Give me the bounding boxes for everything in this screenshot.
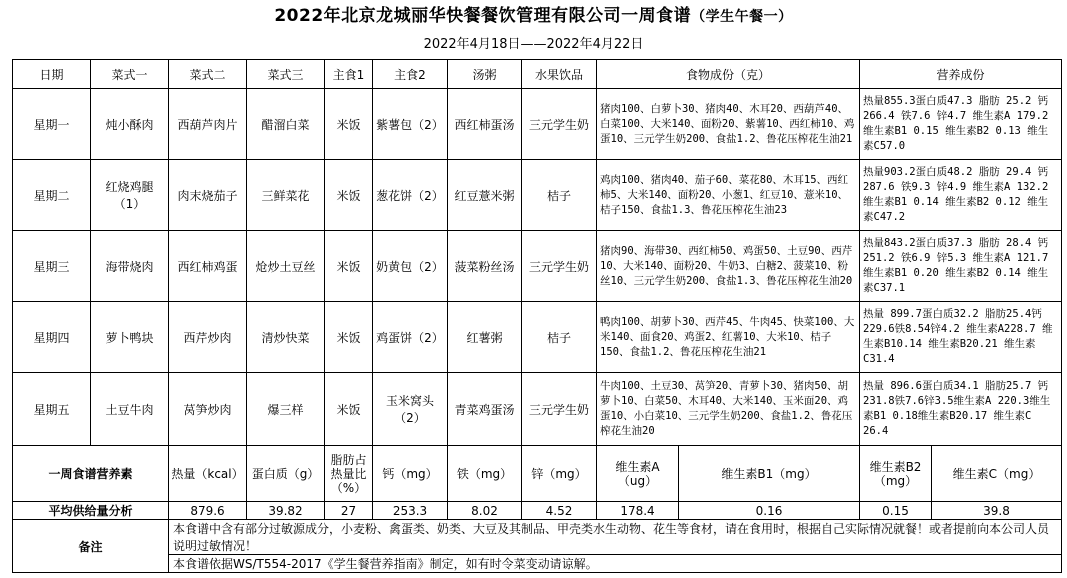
weekly-value-fat-ratio: 27 (325, 502, 373, 520)
day-label: 星期五 (13, 373, 91, 446)
staple2-cell: 紫薯包（2） (373, 89, 448, 160)
weekly-header-energy: 热量（kcal） (169, 446, 247, 502)
notes-allergen-text: 本食谱中含有部分过敏源成分，小麦粉、禽蛋类、奶类、大豆及其制品、甲壳类水生动物、花生等食材，请在食用时，根据自己实际情况就餐！或者提前向本公司人员说明过敏情况！ (169, 520, 1062, 555)
title-main: 2022年北京龙城丽华快餐餐饮管理有限公司一周食谱 (274, 6, 692, 26)
staple1-cell: 米饭 (325, 89, 373, 160)
staple2-cell: 鸡蛋饼（2） (373, 302, 448, 373)
weekly-header-vitamin-b1: 维生素B1（mg） (679, 446, 860, 502)
nutrition-cell: 热量843.2蛋白质37.3 脂肪 28.4 钙251.2 铁6.9 锌5.3 维生素A 121.7维生素B1 0.20 维生素B2 0.14 维生素C37.1 (860, 231, 1062, 302)
dish2-cell: 西芹炒肉 (169, 302, 247, 373)
day-label: 星期三 (13, 231, 91, 302)
table-row (13, 302, 1062, 373)
header-soup: 汤粥 (448, 60, 522, 89)
weekly-header-vitamin-a: 维生素A（ug） (597, 446, 679, 502)
header-dish1: 菜式一 (91, 60, 169, 89)
fruit-cell: 桔子 (522, 302, 597, 373)
fruit-cell: 三元学生奶 (522, 231, 597, 302)
staple1-cell: 米饭 (325, 231, 373, 302)
dish3-cell: 清炒快菜 (247, 302, 325, 373)
weekly-value-protein: 39.82 (247, 502, 325, 520)
header-staple1: 主食1 (325, 60, 373, 89)
avg-supply-label: 平均供给量分析 (13, 502, 169, 520)
dish2-cell: 西红柿鸡蛋 (169, 231, 247, 302)
date-range: 2022年4月18日——2022年4月22日 (423, 37, 644, 52)
weekly-value-calcium: 253.3 (373, 502, 448, 520)
weekly-header-fat-ratio: 脂肪占热量比（%） (325, 446, 373, 502)
notes-basis-text: 本食谱依据WS/T554-2017《学生餐营养指南》制定，如有时令菜变动请谅解。 (169, 555, 1062, 573)
staple2-cell: 葱花饼（2） (373, 160, 448, 231)
day-label: 星期二 (13, 160, 91, 231)
weekly-header-calcium: 钙（mg） (373, 446, 448, 502)
weekly-value-iron: 8.02 (448, 502, 522, 520)
weekly-value-vitamin-b1: 0.16 (679, 502, 860, 520)
fruit-cell: 三元学生奶 (522, 373, 597, 446)
dish2-cell: 肉末烧茄子 (169, 160, 247, 231)
header-dish3: 菜式三 (247, 60, 325, 89)
header-ingredients: 食物成份（克） (597, 60, 860, 89)
weekly-nutrients-label: 一周食谱营养素 (13, 446, 169, 502)
header-dish2: 菜式二 (169, 60, 247, 89)
staple1-cell: 米饭 (325, 302, 373, 373)
weekly-value-vitamin-b2: 0.15 (860, 502, 932, 520)
dish1-cell: 土豆牛肉 (91, 373, 169, 446)
weekly-header-vitamin-b2: 维生素B2（mg） (860, 446, 932, 502)
fruit-cell: 桔子 (522, 160, 597, 231)
dish2-cell: 莴笋炒肉 (169, 373, 247, 446)
table-row (13, 373, 1062, 446)
title-sub: （学生午餐一） (691, 9, 793, 25)
ingredients-cell: 鸡肉100、猪肉40、茄子60、菜花80、木耳15、西红柿5、大米140、面粉20、小葱1、红豆10、薏米10、桔子150、食盐1.3、鲁花压榨花生油23 (597, 160, 860, 231)
weekly-header-iron: 铁（mg） (448, 446, 522, 502)
dish3-cell: 爆三样 (247, 373, 325, 446)
table-row (13, 89, 1062, 160)
staple1-cell: 米饭 (325, 160, 373, 231)
soup-cell: 青菜鸡蛋汤 (448, 373, 522, 446)
staple2-cell: 玉米窝头（2） (373, 373, 448, 446)
header-fruit: 水果饮品 (522, 60, 597, 89)
dish1-cell: 海带烧肉 (91, 231, 169, 302)
fruit-cell: 三元学生奶 (522, 89, 597, 160)
dish3-cell: 三鲜菜花 (247, 160, 325, 231)
dish1-cell: 红烧鸡腿（1） (91, 160, 169, 231)
nutrition-cell: 热量 896.6蛋白质34.1 脂肪25.7 钙231.8铁7.6锌3.5维生素A 220.3维生素B1 0.18维生素B20.17 维生素C 26.4 (860, 373, 1062, 446)
weekly-values-row (13, 502, 1062, 520)
table-row (13, 160, 1062, 231)
day-label: 星期一 (13, 89, 91, 160)
soup-cell: 菠菜粉丝汤 (448, 231, 522, 302)
dish1-cell: 炖小酥肉 (91, 89, 169, 160)
notes-row-2 (13, 555, 1062, 573)
weekly-header-vitamin-c: 维生素C（mg） (932, 446, 1062, 502)
header-row (13, 60, 1062, 89)
dish2-cell: 西葫芦肉片 (169, 89, 247, 160)
ingredients-cell: 鸭肉100、胡萝卜30、西芹45、牛肉45、快菜100、大米140、面食20、鸡蛋2、红薯10、大米10、桔子150、食盐1.2、鲁花压榨花生油21 (597, 302, 860, 373)
notes-row (13, 520, 1062, 555)
weekly-header-zinc: 锌（mg） (522, 446, 597, 502)
nutrition-cell: 热量903.2蛋白质48.2 脂肪 29.4 钙287.6 铁9.3 锌4.9 维生素A 132.2维生素B1 0.14 维生素B2 0.12 维生素C47.2 (860, 160, 1062, 231)
menu-table (12, 59, 1062, 573)
weekly-value-vitamin-a: 178.4 (597, 502, 679, 520)
nutrition-cell: 热量 899.7蛋白质32.2 脂肪25.4钙229.6铁8.54锌4.2 维生素A228.7 维生素B10.14 维生素B20.21 维生素C31.4 (860, 302, 1062, 373)
weekly-value-vitamin-c: 39.8 (932, 502, 1062, 520)
header-staple2: 主食2 (373, 60, 448, 89)
header-nutrition: 营养成份 (860, 60, 1062, 89)
notes-label: 备注 (13, 520, 169, 573)
dish3-cell: 醋溜白菜 (247, 89, 325, 160)
dish1-cell: 萝卜鸭块 (91, 302, 169, 373)
nutrition-cell: 热量855.3蛋白质47.3 脂肪 25.2 钙266.4 铁7.6 锌4.7 维生素A 179.2维生素B1 0.15 维生素B2 0.13 维生素C57.0 (860, 89, 1062, 160)
staple1-cell: 米饭 (325, 373, 373, 446)
day-label: 星期四 (13, 302, 91, 373)
soup-cell: 红豆薏米粥 (448, 160, 522, 231)
weekly-header-row (13, 446, 1062, 502)
table-row (13, 231, 1062, 302)
dish3-cell: 炝炒土豆丝 (247, 231, 325, 302)
weekly-header-protein: 蛋白质（g） (247, 446, 325, 502)
ingredients-cell: 猪肉90、海带30、西红柿50、鸡蛋50、土豆90、西芹10、大米140、面粉20、牛奶3、白糖2、菠菜10、粉丝10、三元学生奶200、食盐1.3、鲁花压榨花生油20 (597, 231, 860, 302)
ingredients-cell: 牛肉100、土豆30、莴笋20、青萝卜30、猪肉50、胡萝卜10、白菜50、木耳40、大米140、玉米面20、鸡蛋10、小白菜10、三元学生奶200、食盐1.2、鲁花压榨花生油20 (597, 373, 860, 446)
weekly-value-energy: 879.6 (169, 502, 247, 520)
page-title (0, 0, 1067, 32)
soup-cell: 红薯粥 (448, 302, 522, 373)
ingredients-cell: 猪肉100、白萝卜30、猪肉40、木耳20、西葫芦40、白菜100、大米140、面粉20、紫薯10、西红柿10、鸡蛋10、三元学生奶200、食盐1.2、鲁花压榨花生油21 (597, 89, 860, 160)
header-date: 日期 (13, 60, 91, 89)
soup-cell: 西红柿蛋汤 (448, 89, 522, 160)
weekly-value-zinc: 4.52 (522, 502, 597, 520)
staple2-cell: 奶黄包（2） (373, 231, 448, 302)
